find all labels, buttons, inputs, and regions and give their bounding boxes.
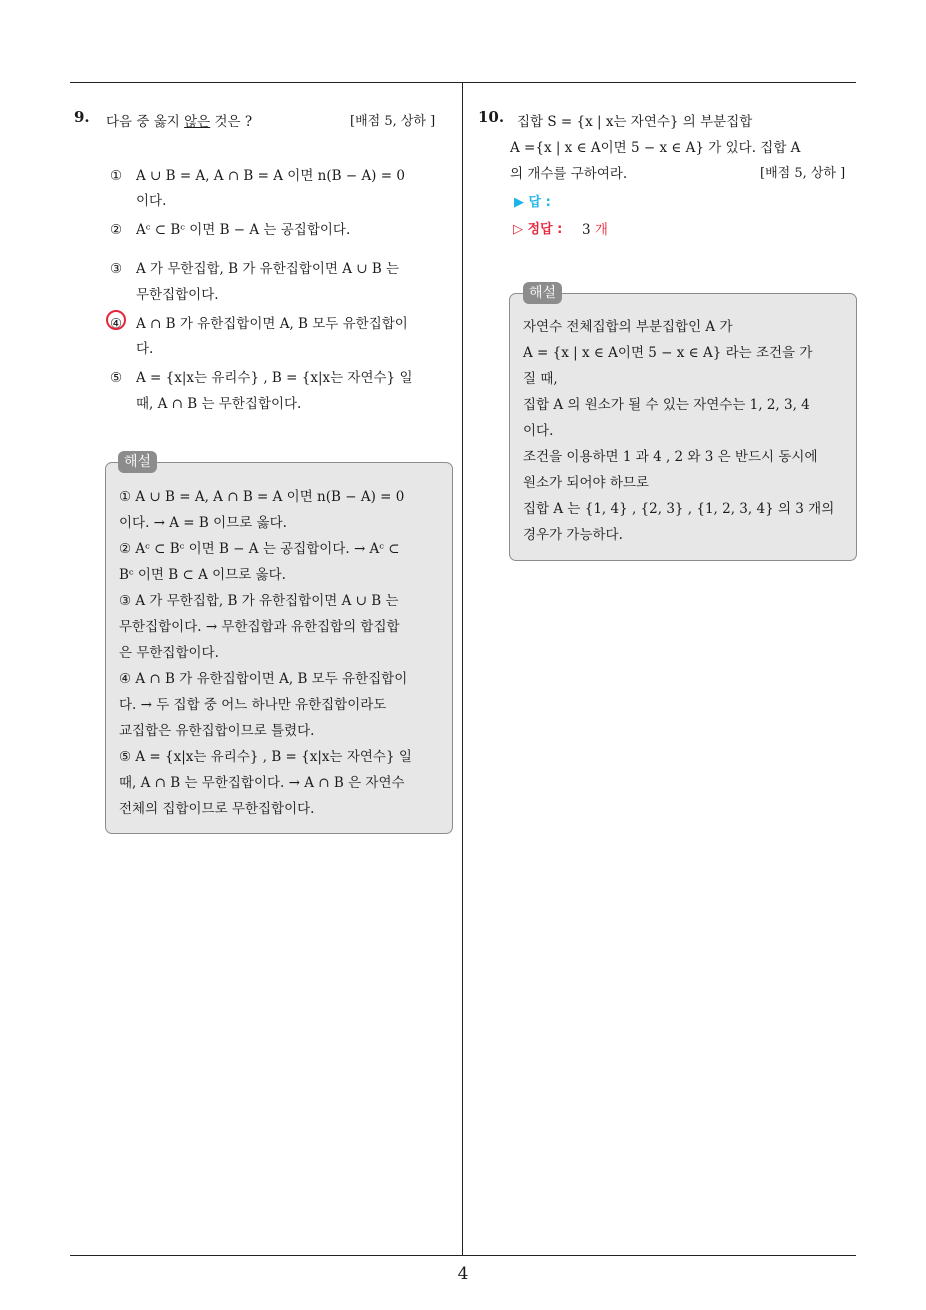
- question-9-number: 9.: [74, 108, 90, 126]
- q10-explanation-line: 조건을 이용하면 1 과 4 , 2 와 3 은 반드시 동시에: [523, 449, 818, 465]
- q9-explanation-box: [105, 462, 453, 834]
- q9-option-4-line-1: A ∩ B 가 유한집합이면 A, B 모두 유한집합이: [136, 316, 408, 332]
- q9-explanation-line: 때, A ∩ B 는 무한집합이다. → A ∩ B 은 자연수: [119, 775, 405, 791]
- answer-input-label[interactable]: ▶ 답 :: [514, 195, 551, 210]
- q10-explanation-box: [509, 293, 857, 561]
- q9-explanation-line: 전체의 집합이므로 무한집합이다.: [119, 801, 315, 817]
- column-divider: [462, 83, 463, 1255]
- q9-explanation-line: ③ A 가 무한집합, B 가 유한집합이면 A ∪ B 는: [119, 593, 399, 609]
- question-10-score: [배점 5, 상하 ]: [760, 166, 846, 181]
- question-10-number: 10.: [478, 108, 505, 126]
- q9-explanation-line: 교집합은 유한집합이므로 틀렸다.: [119, 723, 315, 739]
- q9-explanation-line: ④ A ∩ B 가 유한집합이면 A, B 모두 유한집합이: [119, 671, 408, 687]
- question-10-stem-line-1: 집합 S = {x | x는 자연수} 의 부분집합: [517, 114, 753, 130]
- header-rule: [70, 82, 856, 83]
- q9-option-2-num: ②: [110, 222, 123, 238]
- q9-explanation-line: 다. → 두 집합 중 어느 하나만 유한집합이라도: [119, 697, 387, 713]
- q9-option-3-num: ③: [110, 261, 123, 277]
- q10-explanation-line: 경우가 가능하다.: [523, 527, 623, 543]
- q9-explanation-line: 은 무한집합이다.: [119, 645, 219, 661]
- q9-explanation-line: 무한집합이다. → 무한집합과 유한집합의 합집합: [119, 619, 400, 635]
- question-10-stem-line-2: A ={x | x ∈ A이면 5 − x ∈ A} 가 있다. 집합 A: [510, 140, 801, 156]
- q10-explanation-tag: 해설: [523, 282, 562, 304]
- correct-answer-label: ▷ 정답 :: [513, 222, 563, 237]
- q9-stem-suffix: 것은 ?: [214, 114, 253, 130]
- q10-explanation-line: A = {x | x ∈ A이면 5 − x ∈ A} 라는 조건을 가: [523, 345, 813, 361]
- q9-stem-underlined: 않은: [184, 114, 211, 130]
- q10-explanation-line: 집합 A 의 원소가 될 수 있는 자연수는 1, 2, 3, 4: [523, 397, 810, 413]
- q9-option-5-num: ⑤: [110, 370, 123, 386]
- correct-answer-value: [582, 218, 608, 238]
- q9-option-1-num: ①: [110, 168, 123, 184]
- q9-option-1-line-2: 이다.: [136, 193, 167, 209]
- q9-explanation-line: Bᶜ 이면 B ⊂ A 이므로 옳다.: [119, 567, 286, 583]
- correct-answer-unit: 개: [594, 222, 608, 238]
- q9-explanation-tag: 해설: [118, 451, 157, 473]
- q9-explanation-line: 이다. → A = B 이므로 옳다.: [119, 515, 287, 531]
- footer-rule: [70, 1255, 856, 1256]
- q9-option-5-line-2: 때, A ∩ B 는 무한집합이다.: [136, 396, 302, 412]
- question-9-score: [배점 5, 상하 ]: [350, 114, 436, 129]
- q9-option-2-line-1: Aᶜ ⊂ Bᶜ 이면 B − A 는 공집합이다.: [136, 222, 351, 238]
- q9-stem-prefix: 다음 중 옳지: [106, 114, 180, 130]
- q10-explanation-line: 이다.: [523, 423, 554, 439]
- q9-explanation-line: ⑤ A = {x|x는 유리수} , B = {x|x는 자연수} 일: [119, 749, 412, 765]
- q9-option-5-line-1: A = {x|x는 유리수} , B = {x|x는 자연수} 일: [136, 370, 413, 386]
- q9-option-3-line-2: 무한집합이다.: [136, 287, 219, 303]
- page-number: 4: [457, 1264, 469, 1284]
- question-9-stem: [106, 110, 252, 130]
- question-10-stem-line-3: 의 개수를 구하여라.: [510, 166, 628, 182]
- q9-option-3-line-1: A 가 무한집합, B 가 유한집합이면 A ∪ B 는: [136, 261, 400, 277]
- q10-explanation-line: 집합 A 는 {1, 4} , {2, 3} , {1, 2, 3, 4} 의 3 개의: [523, 501, 835, 517]
- q9-option-4-line-2: 다.: [136, 341, 154, 357]
- q9-explanation-line: ① A ∪ B = A, A ∩ B = A 이면 n(B − A) = 0: [119, 489, 405, 505]
- q9-option-4-num: ④: [110, 316, 123, 332]
- q10-explanation-line: 질 때,: [523, 371, 558, 387]
- q9-explanation-line: ② Aᶜ ⊂ Bᶜ 이면 B − A 는 공집합이다. → Aᶜ ⊂: [119, 541, 400, 557]
- q9-option-1-line-1: A ∪ B = A, A ∩ B = A 이면 n(B − A) = 0: [136, 168, 405, 184]
- correct-answer-number: 3: [582, 222, 591, 238]
- q10-explanation-line: 원소가 되어야 하므로: [523, 475, 649, 491]
- q10-explanation-line: 자연수 전체집합의 부분집합인 A 가: [523, 319, 733, 335]
